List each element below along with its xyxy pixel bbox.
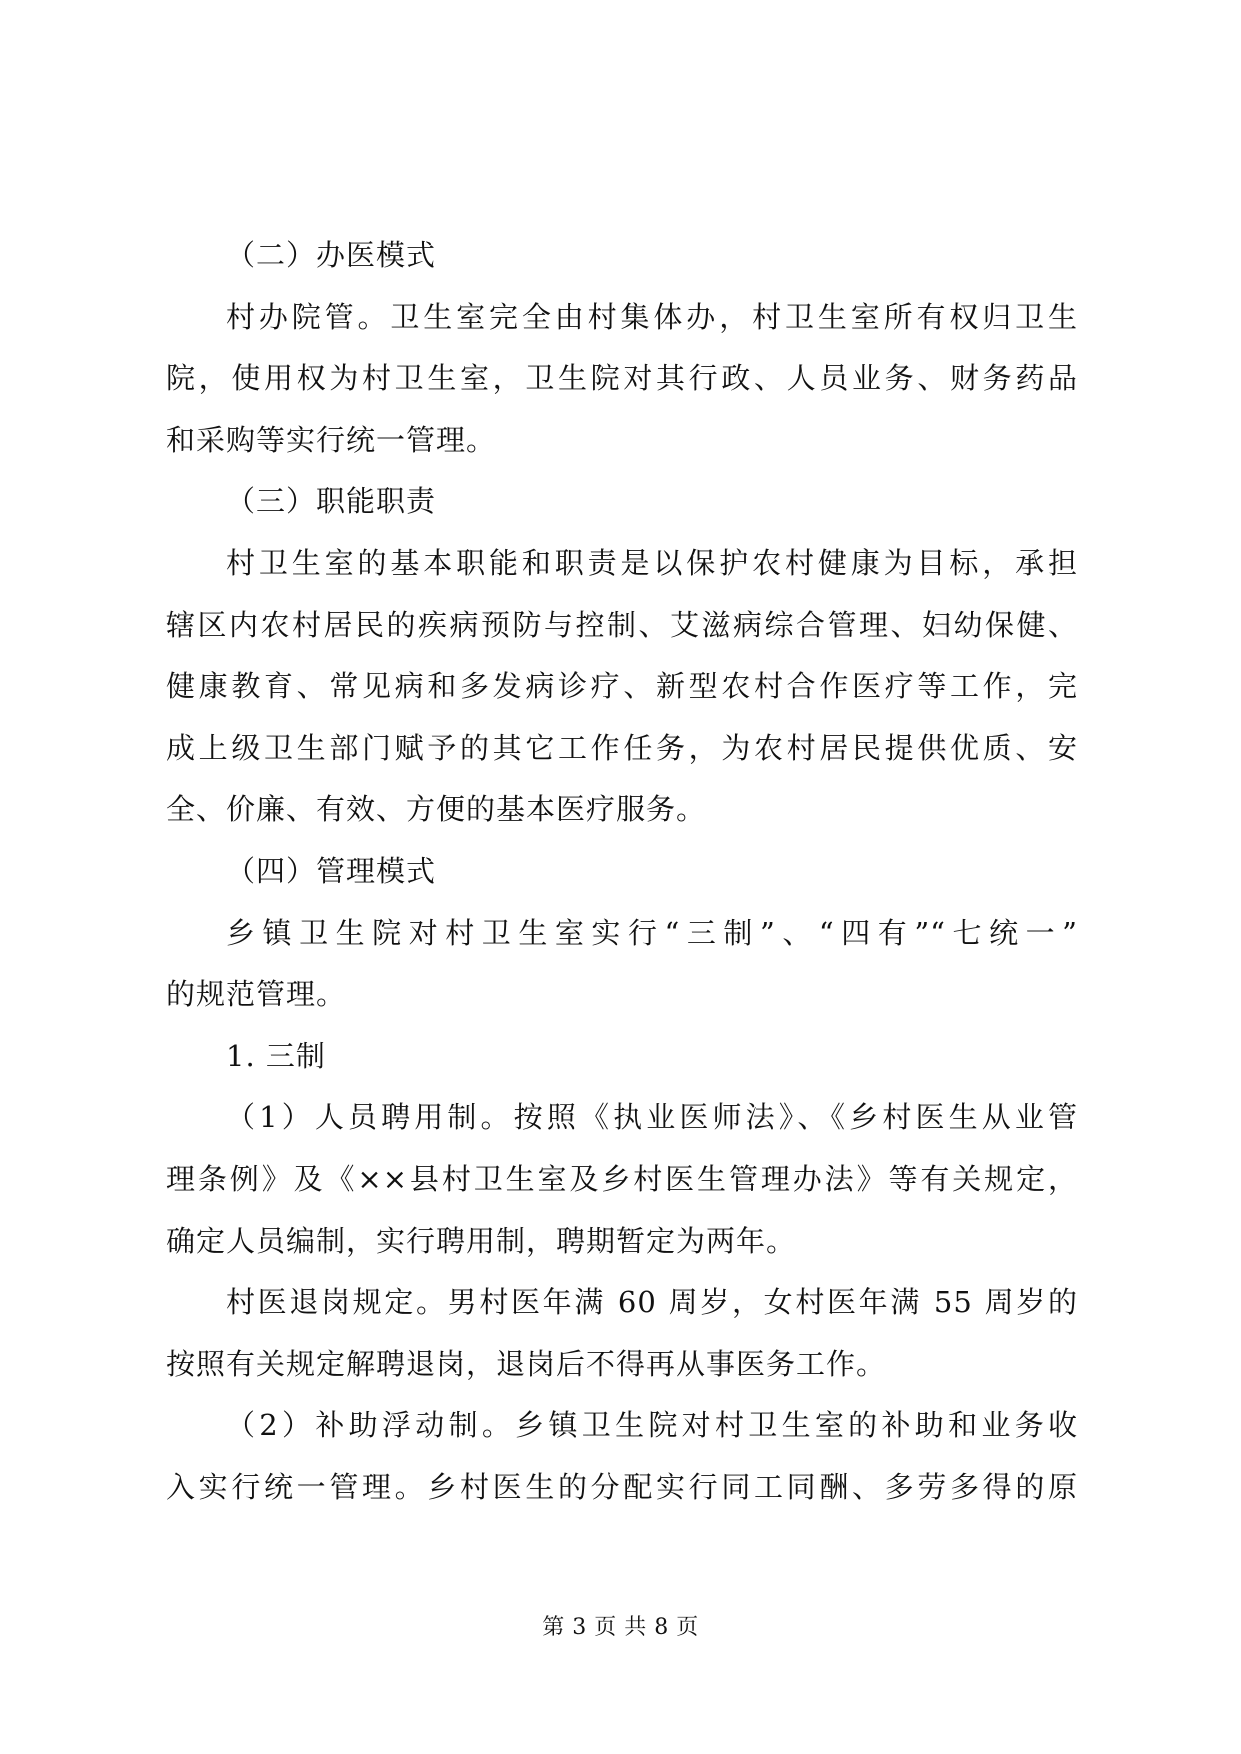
paragraph-line: 成上级卫生部门赋予的其它工作任务，为农村居民提供优质、安 [166,730,1078,765]
subheading-three-systems: 1. 三制 [226,1038,326,1073]
paragraph-line: 入实行统一管理。乡村医生的分配实行同工同酬、多劳多得的原 [166,1469,1078,1504]
paragraph-line: 和采购等实行统一管理。 [166,422,497,457]
paragraph-line: 确定人员编制，实行聘用制，聘期暂定为两年。 [166,1223,797,1258]
page-number-footer: 第 3 页 共 8 页 [542,1615,699,1640]
paragraph-line: 院，使用权为村卫生室，卫生院对其行政、人员业务、财务药品 [166,361,1078,396]
paragraph-line: 的规范管理。 [166,977,347,1012]
heading-section-3: （三）职能职责 [226,484,437,519]
paragraph-line: 理条例》及《××县村卫生室及乡村医生管理办法》等有关规定， [166,1161,1078,1196]
heading-section-2: （二）办医模式 [226,238,437,272]
paragraph-line: 按照有关规定解聘退岗，退岗后不得再从事医务工作。 [166,1346,887,1381]
paragraph-line: （1）人员聘用制。按照《执业医师法》、《乡村医生从业管 [226,1100,1078,1135]
paragraph-line: 全、价廉、有效、方便的基本医疗服务。 [166,792,707,827]
paragraph-line: 健康教育、常见病和多发病诊疗、新型农村合作医疗等工作，完 [166,669,1078,704]
paragraph-line: 辖区内农村居民的疾病预防与控制、艾滋病综合管理、妇幼保健、 [166,607,1078,642]
paragraph-line: 村办院管。卫生室完全由村集体办，村卫生室所有权归卫生 [226,299,1078,334]
paragraph-line: 乡镇卫生院对村卫生室实行“三制”、“四有”“七统一” [226,915,1078,950]
paragraph-line: 村卫生室的基本职能和职责是以保护农村健康为目标，承担 [226,545,1078,580]
paragraph-line: 村医退岗规定。男村医年满 60 周岁，女村医年满 55 周岁的 [226,1285,1078,1320]
document-body [166,225,1078,1518]
heading-section-4: （四）管理模式 [226,853,437,888]
paragraph-line: （2）补助浮动制。乡镇卫生院对村卫生室的补助和业务收 [226,1408,1078,1443]
